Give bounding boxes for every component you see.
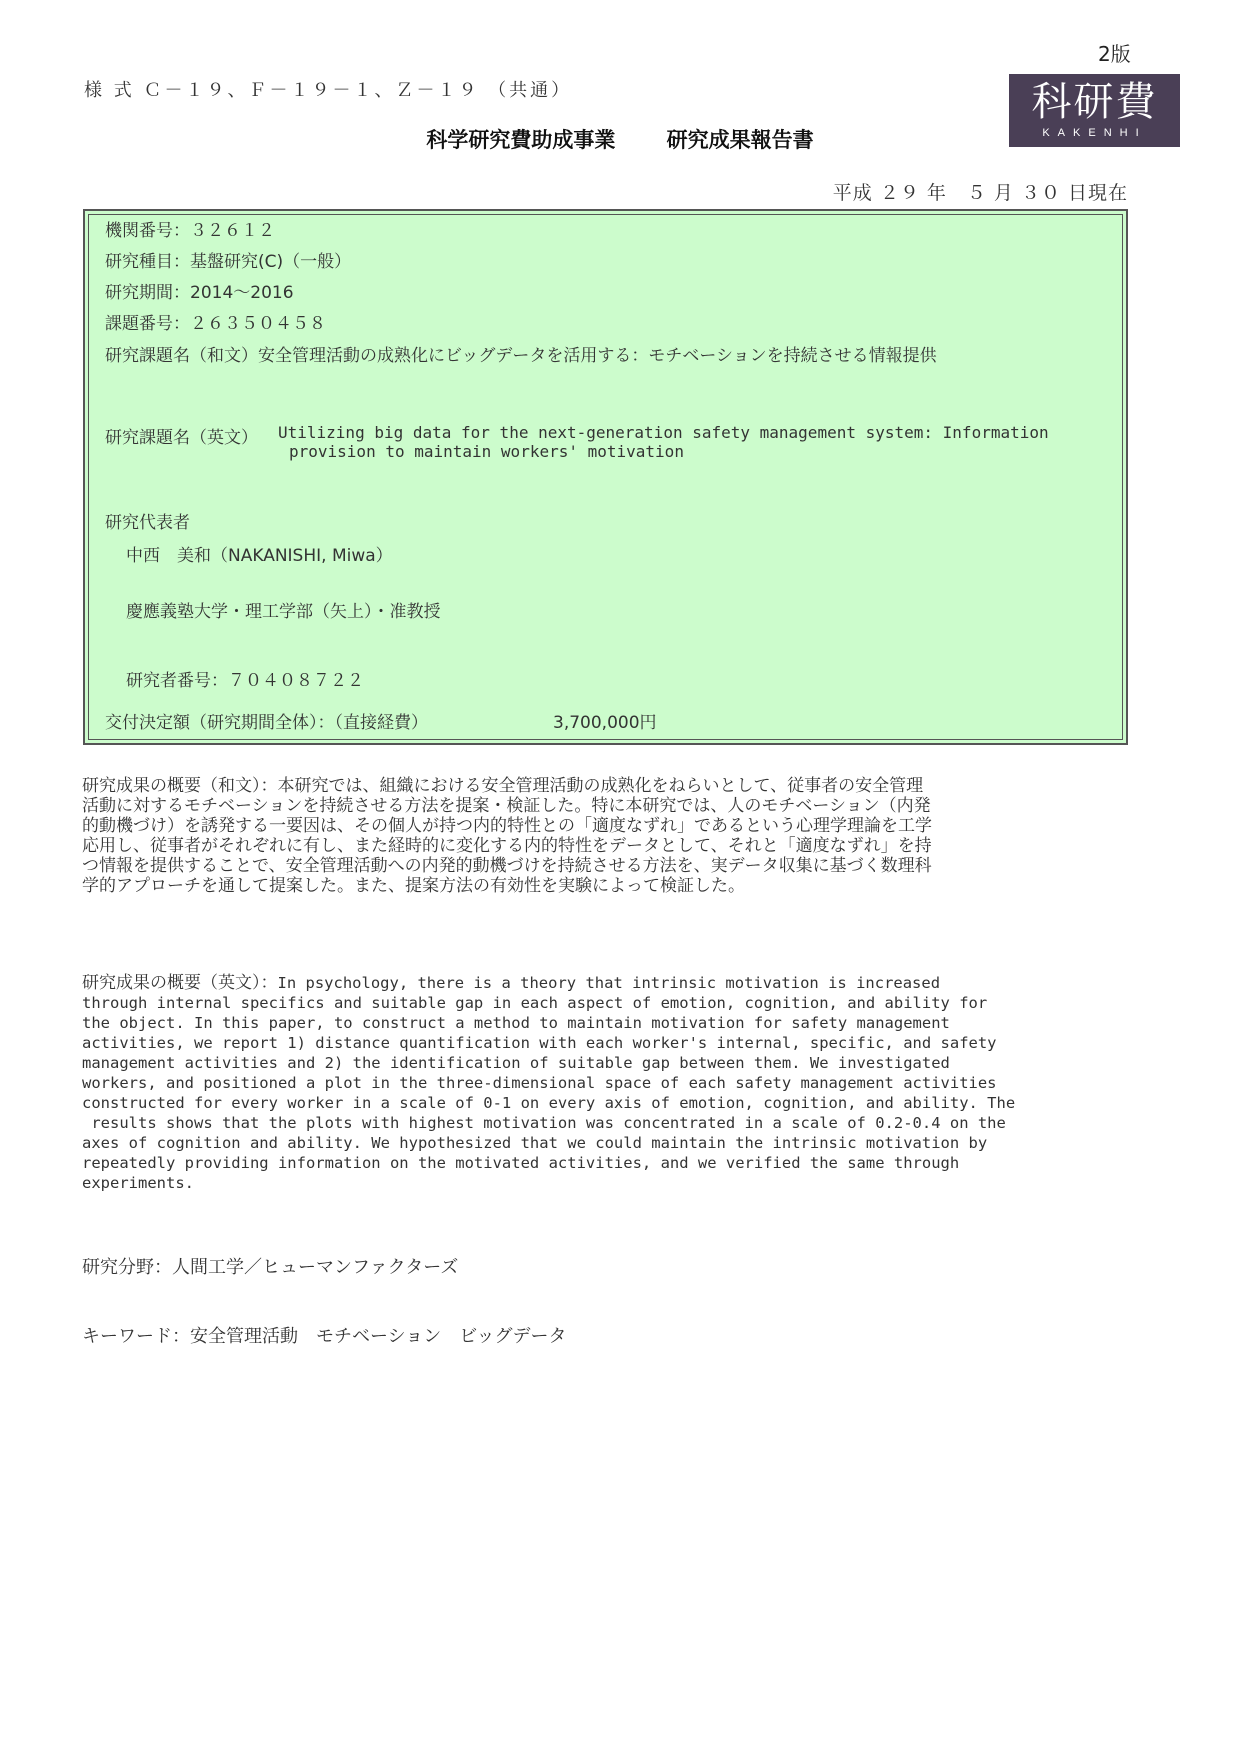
summary-en-line-10: repeatedly providing information on the motivated activities, and we verified the same through [82,1154,960,1172]
form-number: 様 式 Ｃ－１９、Ｆ－１９－１、Ｚ－１９ （共通） [84,80,573,101]
institution-number: 機関番号：３２６１２ [105,221,275,241]
title-en-line2: provision to maintain workers' motivation [289,442,684,461]
summary-en-line-6: workers, and positioned a plot in the three-dimensional space of each safety management activities [82,1074,997,1092]
summary-en-line-5: management activities and 2) the identification of suitable gap between them. We investigated [82,1054,950,1072]
summary-ja-label: 研究成果の概要（和文）： [82,776,278,796]
summary-ja-line-1 [82,776,1092,796]
summary-en-line-11: experiments. [82,1174,194,1192]
title-ja-row [105,341,1105,366]
summary-en-line-4: activities, we report 1) distance quantification with each worker's internal, specific, and safety [82,1034,997,1052]
pi-label: 研究代表者 [105,513,190,533]
research-category: 研究種目：基盤研究(C)（一般） [105,252,352,272]
logo-sub-text: KAKENHI [1042,127,1147,139]
title-ja-label: 研究課題名（和文） [105,346,258,366]
summary-ja-line-6: 学的アプローチを通して提案した。また、提案方法の有効性を実験によって検証した。 [82,876,745,896]
report-date: 平成 ２９ 年 ５ 月 ３０ 日現在 [832,182,1128,204]
title-en-label: 研究課題名（英文） [105,428,258,448]
summary-en-line-3: the object. In this paper, to construct a method to maintain motivation for safety management [82,1014,950,1032]
title-left: 科学研究費助成事業 [426,128,616,152]
title-en-line1: Utilizing big data for the next-generation safety management system: Information [278,423,1049,442]
summary-ja-line-4: 応用し、従事者がそれぞれに有し、また経時的に変化する内的特性をデータとして、それと「適度なずれ」を持 [82,836,932,856]
summary-ja-line-5: つ情報を提供することで、安全管理活動への内発的動機づけを持続させる方法を、実データ収集に基づく数理科 [82,856,932,876]
summary-en [82,973,1092,1193]
summary-en-text: In psychology, there is a theory that intrinsic motivation is increased [277,974,941,992]
summary-en-line-9: axes of cognition and ability. We hypothesized that we could maintain the intrinsic motivation by [82,1134,988,1152]
summary-ja-line-2: 活動に対するモチベーションを持続させる方法を提案・検証した。特に本研究では、人のモチベーション（内発 [82,796,931,816]
grant-amount: 3,700,000円 [553,713,657,733]
kakenhi-logo [1009,74,1180,147]
summary-en-line-7: constructed for every worker in a scale of 0-1 on every axis of emotion, cognition, and ability. The [82,1094,1016,1112]
summary-en-line-8: results shows that the plots with highest motivation was concentrated in a scale of 0.2-0.4 on the [82,1114,1006,1132]
summary-ja-text: 本研究では、組織における安全管理活動の成熟化をねらいとして、従事者の安全管理 [277,776,924,796]
summary-ja-line-3: 的動機づけ）を誘発する一要因は、その個人が持つ内的特性との「適度なずれ」であるという心理学理論を工学 [82,816,932,836]
research-field: 研究分野：人間工学／ヒューマンファクターズ [82,1257,459,1278]
logo-main-text: 科研費 [1031,79,1158,125]
summary-en-line-1 [82,973,1092,993]
title-right: 研究成果報告書 [666,128,814,152]
summary-en-label: 研究成果の概要（英文）： [82,973,278,993]
project-number: 課題番号：２６３５０４５８ [105,314,326,334]
grant-label: 交付決定額（研究期間全体）：（直接経費） [105,713,428,733]
summary-ja [82,776,1092,896]
researcher-number: 研究者番号：７０４０８７２２ [126,671,364,691]
title-ja: 安全管理活動の成熟化にビッグデータを活用する：モチベーションを持続させる情報提供 [258,346,937,366]
pi-name: 中西 美和（NAKANISHI, Miwa） [126,546,393,566]
keywords: キーワード：安全管理活動 モチベーション ビッグデータ [82,1326,567,1347]
project-info-box [83,209,1128,745]
edition-label: 2版 [1098,42,1131,66]
summary-en-line-2: through internal specifics and suitable gap in each aspect of emotion, cognition, and ability for [82,994,988,1012]
research-period: 研究期間：2014～2016 [105,283,294,303]
pi-affiliation: 慶應義塾大学・理工学部（矢上）・准教授 [126,602,441,622]
